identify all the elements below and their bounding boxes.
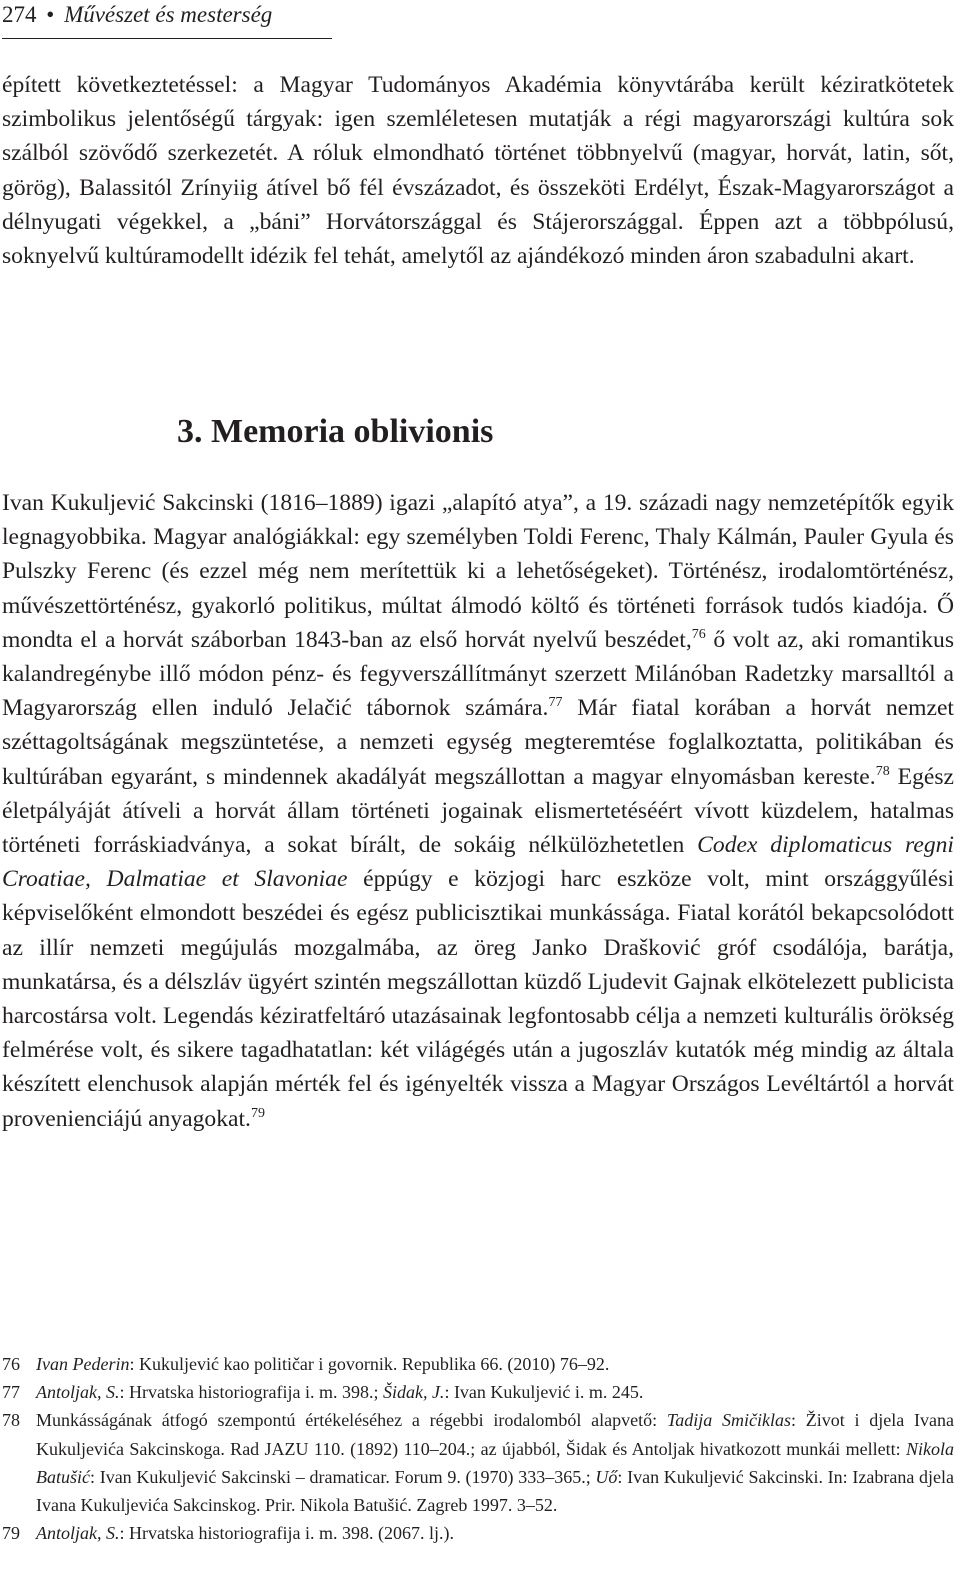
paragraph-segment: Ivan Kukuljević Sakcinski (1816–1889) igazi „alapító atya”, a 19. századi nagy nemzetépítők egyik legnagyobbika. Magyar analógiákkal: egy személyben Toldi Ferenc, Thaly Kálmán, Pauler Gyula és Pulszky Ferenc (és ezzel még nem merítettük ki a lehetőségeket). Történész, irodalomtörténész, művészettörténész, gyakorló politikus, múltat álmodó költő és történeti források tudós kiadója. Ő mondta el a horvát száborban 1843-ban az első horvát nyelvű beszédet, [2,490,954,653]
footnote-number: 76 [2,1354,20,1374]
header-bullet: • [46,2,55,27]
footnote-76 [2,1350,954,1378]
footnote-author: Šidak, J. [382,1382,445,1403]
footnote-number: 78 [2,1410,20,1431]
paragraph-kukuljevic [2,486,954,1136]
footnote-text: : Hrvatska historiografija i. m. 398. (2067. lj.). [119,1523,454,1544]
footnote-ref-78[interactable]: 78 [875,763,890,779]
footnote-ref-77[interactable]: 77 [548,695,563,711]
footnote-author: Antoljak, S. [36,1523,120,1544]
paragraph-segment: ő volt az, aki romantikus kalandregénybe illő módon pénz- és fegyverszállítmányt szerzett Milánóban Radetzky marsalltól a Magyarország ellen induló Jelačić tábornok számára. [2,626,954,722]
chapter-heading: 3. Memoria oblivionis [177,413,494,450]
paragraph-segment: Egész életpályáját átíveli a horvát állam történeti jogainak elismertetéséért vívott küzdelem, hatalmas történeti forráskiadványa, a sokat bírált, de sokáig nélkülözhetetlen [2,763,955,859]
footnote-number: 77 [2,1382,20,1403]
footnote-77 [2,1378,954,1406]
footnote-78 [2,1406,954,1519]
footnote-author: Antoljak, S. [36,1382,120,1403]
footnote-text: : Ivan Kukuljević Sakcinski. In: Izabrana djela Ivana Kukuljevića Sakcinskog. Prir. Nikola Batušić. Zagreb 1997. 3–52. [36,1466,954,1516]
section-title: Művészet és mesterség [64,2,273,27]
footnotes [2,1350,954,1547]
footnote-author: Tadija Smičiklas [666,1410,791,1431]
paragraph-continuation: épített következtetéssel: a Magyar Tudományos Akadémia könyvtárába került kéziratkötetek szimbolikus jelentőségű tárgyak: igen szemléletesen mutatják a régi magyarországi kultúra sok szálból szövődő szerkezetét. A róluk elmondható történet többnyelvű (magyar, horvát, latin, sőt, görög), Balassitól Zrínyiig átível bő fél évszázadot, és összeköti Erdélyt, Észak-Magyarországot a délnyugati végekkel, a „báni” Horvátországgal és Stájerországgal. Éppen azt a többpólusú, soknyelvű kultúramodellt idézik fel tehát, amelytől az ajándékozó minden áron szabadulni akart. [2,72,954,270]
footnote-ref-76[interactable]: 76 [691,626,706,642]
footnote-text: : Hrvatska historiografija i. m. 398.; [119,1382,383,1403]
running-head [2,0,332,39]
footnote-number: 79 [2,1523,20,1544]
footnote-author: Uő [595,1466,618,1487]
footnote-79 [2,1519,954,1547]
footnote-author: Nikola Batušić [36,1438,954,1487]
footnote-text: : Ivan Kukuljević i. m. 245. [444,1382,644,1403]
footnote-text: Munkásságának átfogó szempontú értékeléséhez a régebbi irodalomból alapvető: [36,1410,667,1431]
paragraph-segment: éppúgy e közjogi harc eszköze volt, mint országgyűlési képviselőként elmondott beszédei és egész publicisztikai munkássága. Fiatal korától bekapcsolódott az illír nemzeti megújulás mozgalmába, az öreg Janko Drašković gróf csodálója, barátja, munkatársa, és a délszláv ügyért szintén megszállottan küzdő Ljudevit Gajnak elkötelezett publicista harcostársa volt. Legendás kéziratfeltáró utazásainak legfontosabb célja a nemzeti kulturális örökség felmérése volt, és sikere tagadhatatlan: két világégés után a jugoszláv kutatók még mindig az általa készített elenchusok alapján mérték fel és igényelték vissza a Magyar Országos Levéltártól a horvát provenienciájú anyagokat. [2,866,955,1132]
footnote-text: : Život i djela Ivana Kukuljevića Sakcinskoga. Rad JAZU 110. (1892) 110–204.; az újabból, Šidak és Antoljak hivatkozott munkái mellett: [36,1410,954,1459]
codex-title: Codex diplomaticus regni Croatiae, Dalmatiae et Slavoniae [2,832,954,893]
paragraph-segment: Már fiatal korában a horvát nemzet széttagoltságának megszüntetése, a nemzeti egység megteremtése foglalkoztatta, politikában és kultúrában egyaránt, s mindennek akadályát megszállottan a magyar elnyomásban kereste. [2,695,954,790]
page-number: 274 [2,2,37,27]
footnote-text: : Ivan Kukuljević Sakcinski – dramaticar. Forum 9. (1970) 333–365.; [90,1466,596,1487]
footnote-ref-79[interactable]: 79 [250,1105,265,1121]
footnote-author: Ivan Pederin [36,1354,130,1374]
footnote-text: : Kukuljević kao političar i govornik. Republika 66. (2010) 76–92. [129,1354,610,1374]
